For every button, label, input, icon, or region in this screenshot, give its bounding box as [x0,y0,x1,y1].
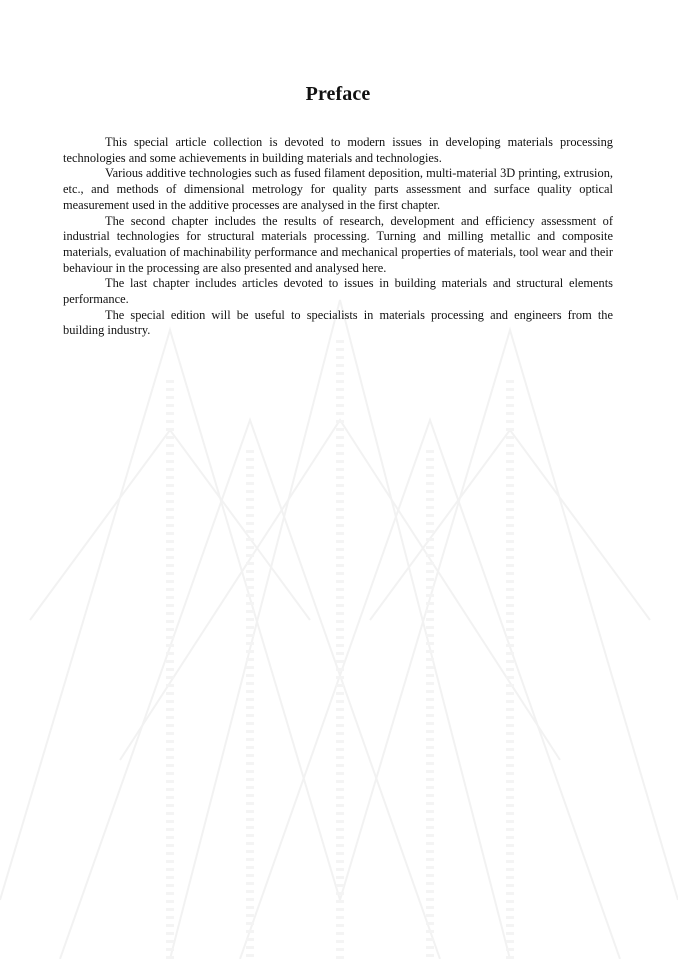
paragraph-3: The second chapter includes the results of research, development and efficiency assessment of industrial technologies for structural materials processing. Turning and milling metallic and composite materials, evaluation of machinability performance and mechanical properties of materials, tool wear and their behaviour in the processing are also presented and analysed here. [63,213,613,275]
paragraph-5: The special edition will be useful to specialists in materials processing and engineers from the building industry. [63,307,613,338]
paragraph-2: Various additive technologies such as fused filament deposition, multi-material 3D printing, extrusion, etc., and methods of dimensional metrology for quality parts assessment and surface quality optical measurement used in the additive processes are analysed in the first chapter. [63,166,613,212]
page-title: Preface [305,83,371,105]
preface-body [63,135,613,339]
paragraph-1: This special article collection is devoted to modern issues in developing materials processing technologies and some achievements in building materials and technologies. [63,135,613,165]
document-page [63,80,613,339]
paragraph-4: The last chapter includes articles devoted to issues in building materials and structural elements performance. [63,276,613,307]
